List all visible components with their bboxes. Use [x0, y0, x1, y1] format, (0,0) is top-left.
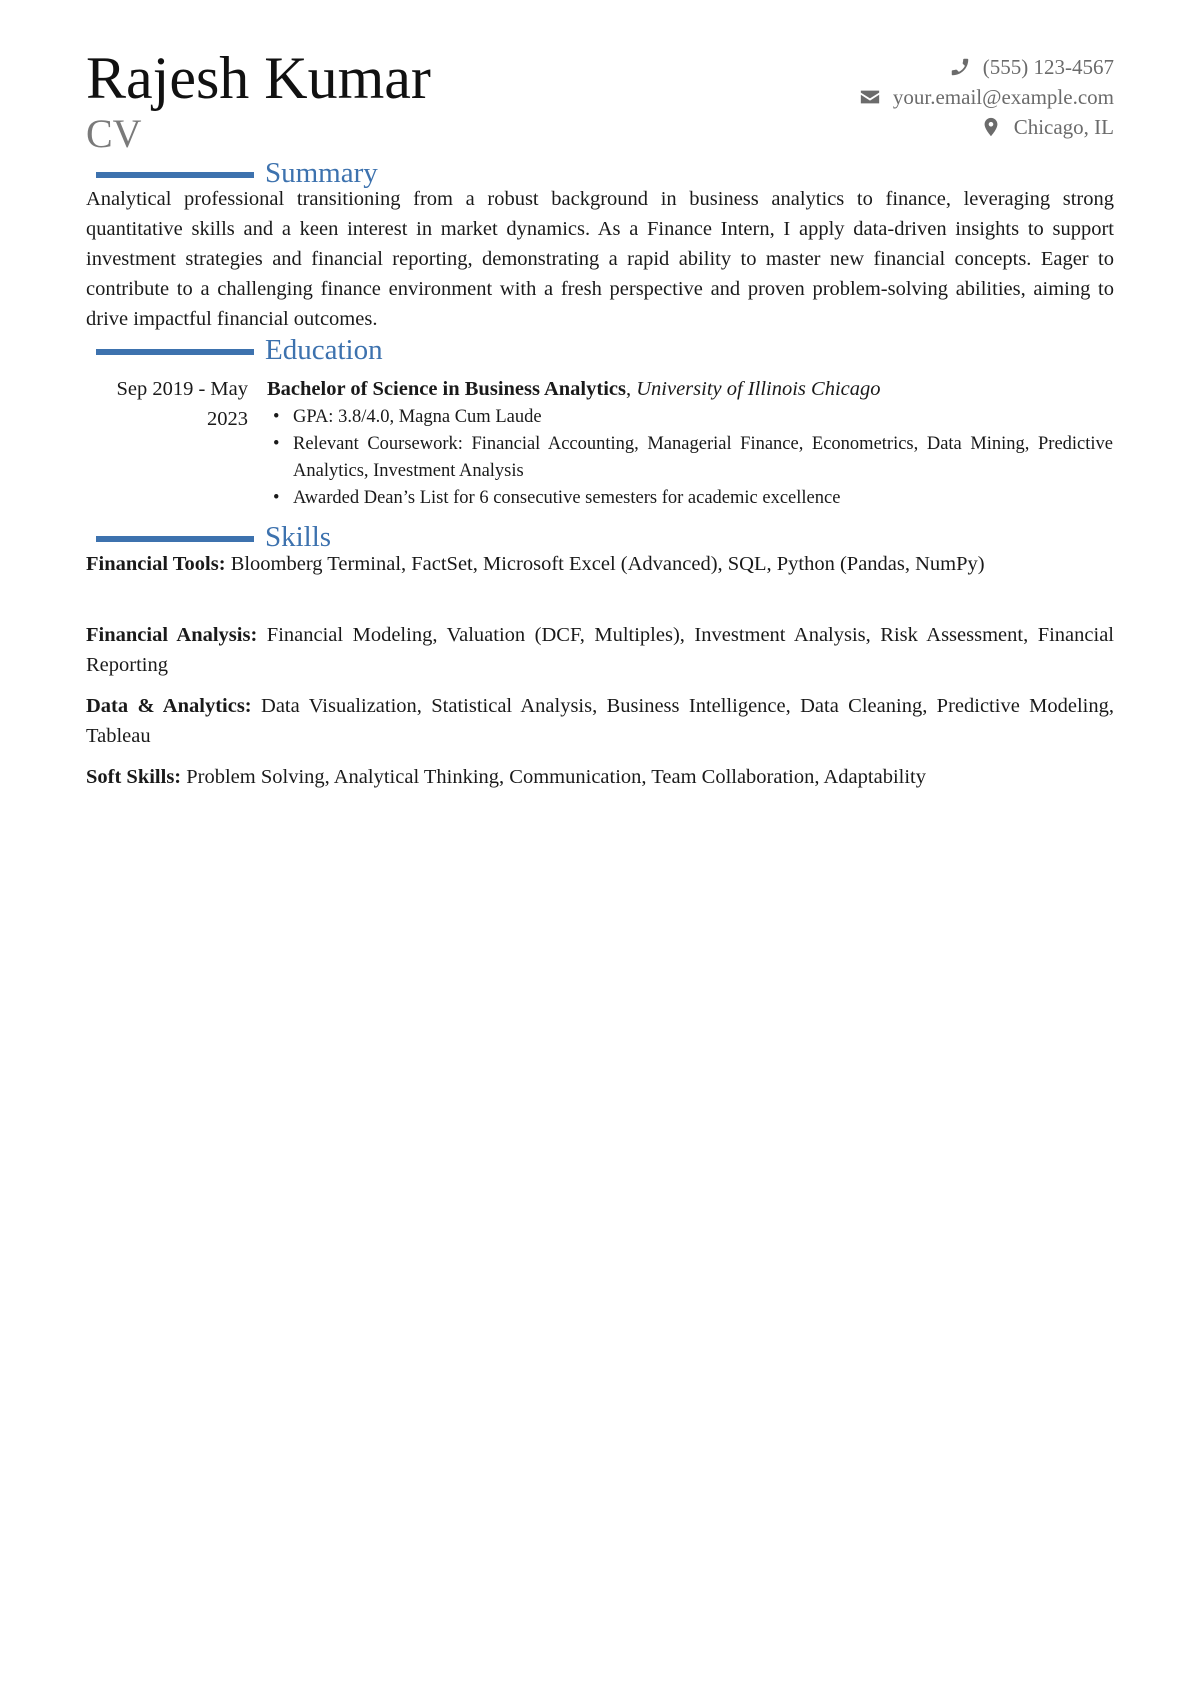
list-item — [267, 404, 1113, 431]
education-bullet-text: Awarded Dean’s List for 6 consecutive semesters for academic excellence — [293, 488, 841, 508]
skill-row-data-analytics — [86, 691, 1114, 751]
envelope-icon — [859, 86, 881, 108]
skill-row-financial-analysis — [86, 620, 1114, 680]
education-entry — [267, 374, 1113, 512]
email-address[interactable]: your.email@example.com — [892, 84, 1114, 109]
bullet-icon: • — [273, 434, 280, 454]
education-bullet-list — [267, 404, 1113, 512]
education-title-line: Bachelor of Science in Business Analytics, University of Illinois Chicago — [267, 378, 881, 400]
candidate-name: Rajesh Kumar — [86, 45, 431, 111]
summary-paragraph: Analytical professional transitioning from a robust background in business analytics to finance, leveraging strong quantitative skills and a keen interest in market dynamics. As a Finance Intern, I apply data-driven insights to support investment strategies and financial reporting, demonstrating a rapid ability to master new financial concepts. Eager to contribute to a challenging finance environment with a fresh perspective and proven problem-solving abilities, aiming to drive impactful financial outcomes. — [86, 188, 1114, 330]
skill-label: Financial Analysis: — [86, 624, 258, 646]
bullet-icon: • — [273, 488, 280, 508]
education-bullet-text: Relevant Coursework: Financial Accounting, Managerial Finance, Econometrics, Data Mining, Predictive Analytics, Investment Analysis — [293, 434, 1113, 481]
phone-number[interactable]: (555) 123-4567 — [982, 54, 1114, 79]
phone-icon — [949, 56, 971, 78]
location-text: Chicago, IL — [1013, 114, 1114, 139]
contact-email-row — [859, 82, 1114, 112]
skill-value: Financial Modeling, Valuation (DCF, Multiples), Investment Analysis, Risk Assessment, Financial Reporting — [86, 624, 1114, 676]
section-title-summary: Summary — [265, 157, 378, 189]
skill-row-soft-skills — [86, 762, 1114, 792]
skill-label: Financial Tools: — [86, 553, 226, 575]
contact-block — [859, 52, 1114, 142]
section-title-education: Education — [265, 334, 383, 366]
skill-row-financial-tools — [86, 549, 1114, 579]
contact-phone-row — [859, 52, 1114, 82]
education-bullet-text: GPA: 3.8/4.0, Magna Cum Laude — [293, 407, 542, 427]
contact-location-row — [859, 112, 1114, 142]
document-subtitle: CV — [86, 111, 142, 156]
section-accent-bar — [96, 349, 254, 355]
skill-value: Problem Solving, Analytical Thinking, Communication, Team Collaboration, Adaptability — [186, 766, 926, 788]
section-accent-bar — [96, 172, 254, 178]
education-section-heading — [96, 333, 383, 367]
degree-name: Bachelor of Science in Business Analytics — [267, 378, 626, 400]
list-item — [267, 431, 1113, 485]
skill-label: Soft Skills: — [86, 766, 182, 788]
list-item — [267, 485, 1113, 512]
map-marker-icon — [980, 116, 1002, 138]
skill-value: Bloomberg Terminal, FactSet, Microsoft Excel (Advanced), SQL, Python (Pandas, NumPy) — [230, 553, 985, 575]
section-title-skills: Skills — [265, 521, 332, 553]
skill-label: Data & Analytics: — [86, 695, 252, 717]
school-name: University of Illinois Chicago — [636, 378, 881, 400]
education-dates: Sep 2019 - May 2023 — [116, 378, 248, 430]
bullet-icon: • — [273, 407, 280, 427]
section-accent-bar — [96, 536, 254, 542]
skill-value: Data Visualization, Statistical Analysis, Business Intelligence, Data Cleaning, Predictive Modeling, Tableau — [86, 695, 1114, 747]
